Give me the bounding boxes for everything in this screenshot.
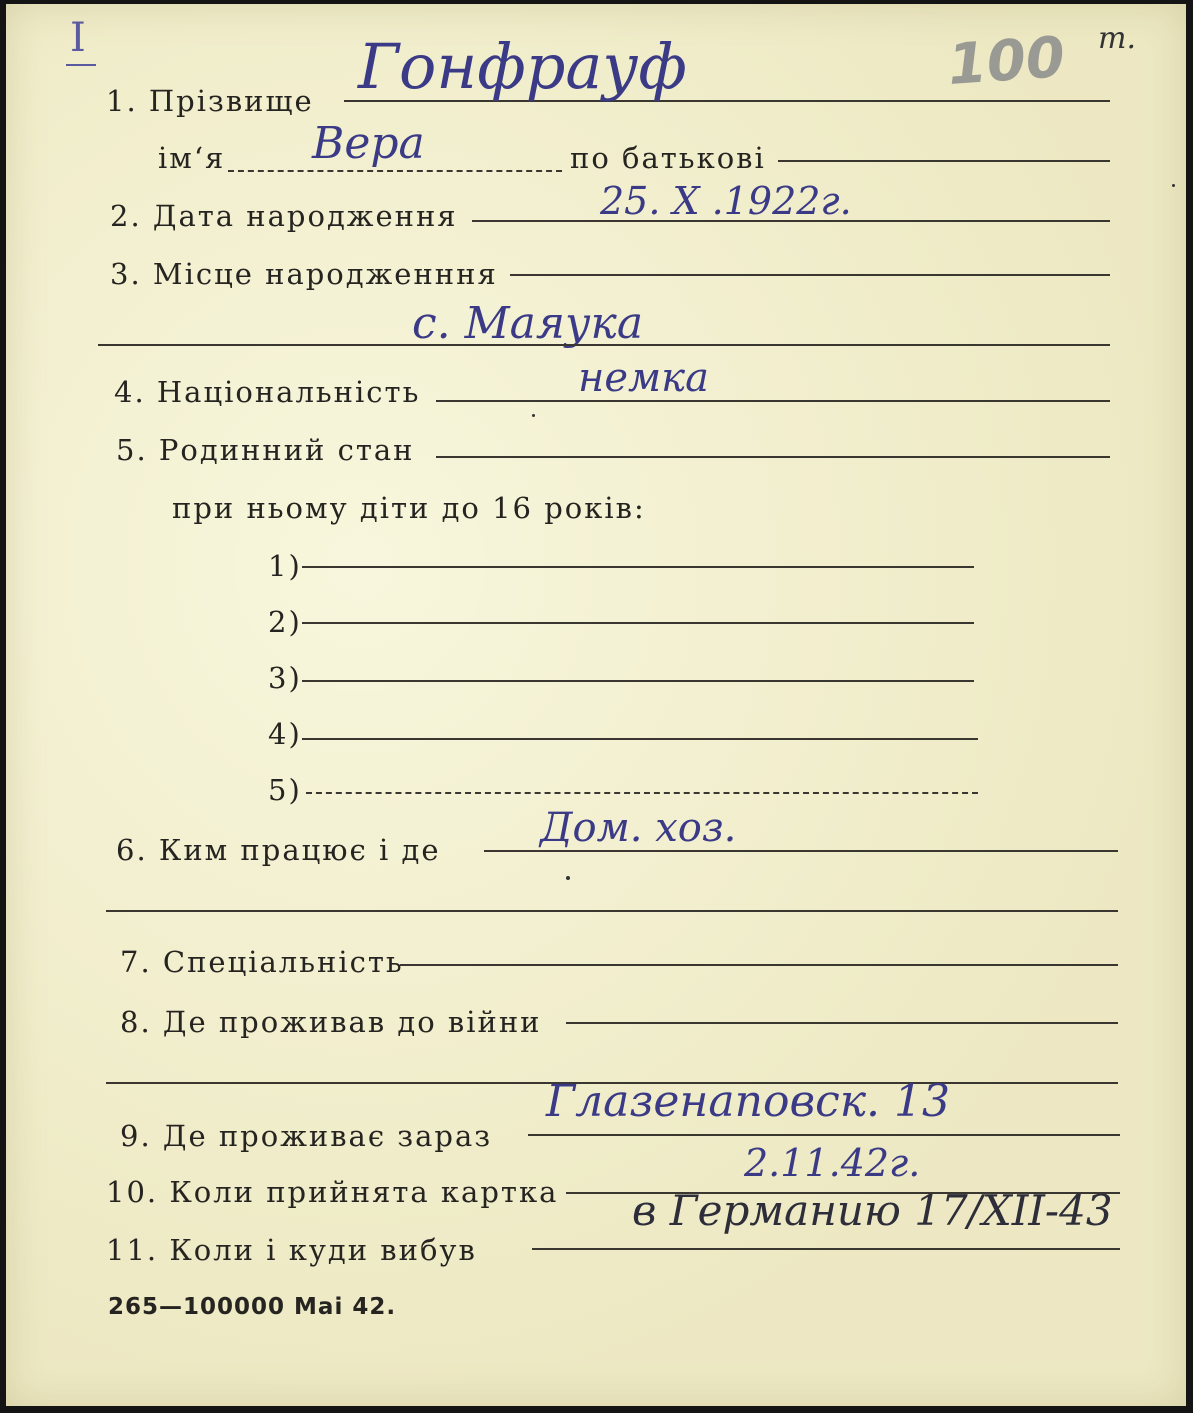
occupation-line-2 bbox=[106, 910, 1118, 912]
child-line bbox=[302, 566, 974, 568]
birth-date-value: 25. X .1922г. bbox=[600, 179, 852, 223]
current-residence-line bbox=[528, 1134, 1120, 1136]
patronymic-line bbox=[778, 160, 1110, 162]
birth-place-line bbox=[510, 274, 1110, 276]
roman-marker-underline bbox=[66, 64, 96, 66]
child-line bbox=[302, 680, 974, 682]
roman-marker: I bbox=[70, 15, 86, 61]
card-accepted-value: 2.11.42г. bbox=[744, 1141, 921, 1185]
patronymic-label: по батькові bbox=[570, 141, 766, 175]
prewar-residence-label: 8. Де проживав до війни bbox=[120, 1005, 542, 1039]
first-name-value: Вера bbox=[312, 118, 425, 169]
nationality-line bbox=[436, 400, 1110, 402]
occupation-label: 6. Ким працює і де bbox=[116, 833, 441, 867]
departure-value: в Германию 17/XII-43 bbox=[632, 1186, 1113, 1235]
departure-label: 11. Коли і куди вибув bbox=[106, 1233, 477, 1267]
occupation-value: Дом. хоз. bbox=[540, 805, 737, 851]
current-residence-value: Глазенаповск. 13 bbox=[546, 1076, 950, 1127]
child-number: 2) bbox=[268, 605, 302, 639]
children-label: при ньому діти до 16 років: bbox=[172, 491, 646, 525]
first-name-label: ім‘я bbox=[158, 141, 226, 175]
birth-place-value: с. Маяука bbox=[412, 298, 644, 349]
child-line bbox=[302, 622, 974, 624]
child-number: 1) bbox=[268, 549, 302, 583]
card-accepted-label: 10. Коли прийнята картка bbox=[106, 1175, 559, 1209]
birth-date-label: 2. Дата народження bbox=[110, 199, 458, 233]
marital-status-label: 5. Родинний стан bbox=[116, 433, 415, 467]
birth-place-line-2 bbox=[98, 344, 1110, 346]
current-residence-label: 9. Де проживає зараз bbox=[120, 1119, 493, 1153]
pencil-number: 100 bbox=[945, 25, 1067, 98]
surname-label: 1. Прізвище bbox=[106, 84, 314, 118]
child-number: 5) bbox=[268, 773, 302, 807]
corner-mark: m. bbox=[1098, 21, 1136, 56]
child-line bbox=[302, 738, 978, 740]
specialty-line bbox=[400, 964, 1118, 966]
first-name-line bbox=[228, 170, 562, 172]
registration-card bbox=[6, 4, 1186, 1406]
birth-place-label: 3. Місце народженння bbox=[110, 257, 498, 291]
child-number: 4) bbox=[268, 717, 302, 751]
child-line bbox=[306, 792, 978, 794]
nationality-value: немка bbox=[578, 355, 709, 401]
print-number: 265—100000 Mai 42. bbox=[108, 1294, 397, 1320]
paper-speck bbox=[532, 414, 535, 417]
surname-value: Гонфрауф bbox=[358, 30, 687, 103]
departure-line bbox=[532, 1248, 1120, 1250]
nationality-label: 4. Національність bbox=[114, 375, 421, 409]
child-number: 3) bbox=[268, 661, 302, 695]
paper-speck bbox=[566, 876, 570, 880]
paper-speck bbox=[1172, 184, 1175, 187]
marital-status-line bbox=[436, 456, 1110, 458]
specialty-label: 7. Спеціальність bbox=[120, 945, 404, 979]
prewar-residence-line bbox=[566, 1022, 1118, 1024]
